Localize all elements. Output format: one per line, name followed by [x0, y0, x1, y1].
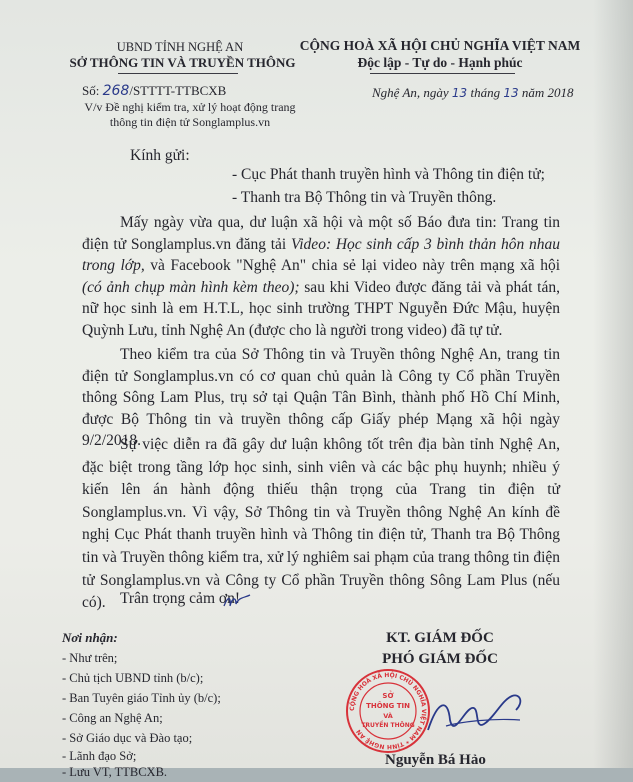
handwritten-signature	[420, 680, 530, 750]
doc-number-prefix: Số:	[82, 83, 100, 98]
page-edge-shadow	[593, 0, 633, 768]
body-paragraph-3	[82, 434, 560, 615]
date-prefix: Nghệ An, ngày	[372, 85, 449, 100]
recipient-4: - Công an Nghệ An;	[62, 711, 163, 725]
addressee-2: - Thanh tra Bộ Thông tin và Truyền thông.	[232, 189, 497, 206]
doc-number-line	[82, 83, 226, 99]
agency-line2: SỞ THÔNG TIN VÀ TRUYỀN THÔNG	[69, 55, 296, 70]
recipient-1: - Như trên;	[62, 651, 118, 665]
closing: Trân trọng cảm ơn!	[120, 590, 240, 607]
date-month: 13	[503, 86, 519, 100]
doc-number-suffix: /STTTT-TTBCXB	[129, 83, 227, 98]
stamp-text-4: TRUYỀN THÔNG	[361, 722, 415, 729]
subject-line2: thông tin điện tử Songlamplus.vn	[109, 115, 271, 129]
body-paragraph-1	[82, 212, 560, 342]
stamp-text-3: VÀ	[383, 712, 393, 720]
p2-text: Theo kiểm tra của Sở Thông tin và Truyền thông Nghệ An, trang tin điện tử Songlamplus.vn có cơ quan chủ quản là Công ty Cổ phần Truyền thông Sông Lam Plus, trụ sở tại Quận Tân Bình, thành phố Hồ Chí Minh, được Bộ Thông tin và truyền thông cấp Giấy phép Mạng xã hội ngày 9/2/2018.	[82, 346, 560, 450]
signature-title-1: KT. GIÁM ĐỐC	[386, 630, 494, 646]
recipient-2: - Chủ tịch UBND tỉnh (b/c);	[62, 671, 204, 685]
p1-text-c: và Facebook "Nghệ An" chia sẻ lại video này trên mạng xã hội	[144, 257, 560, 275]
agency-line1: UBND TỈNH NGHỆ AN	[116, 40, 244, 54]
p3-text: Sự việc diễn ra đã gây dư luận không tốt trên địa bàn tỉnh Nghệ An, đặc biệt trong tầng lớp học sinh, sinh viên và các bậc phụ huynh; nhiều ý kiến lên án hành động thiếu thận trọng của Trang tin điện tử Songlamplus.vn. Vì vậy, Sở Thông tin và Truyền thông Nghệ An kính đề nghị Cục Phát thanh truyền hình và Thông tin điện tử, Thanh tra Bộ Thông tin và Truyền thông kiểm tra, xử lý nghiêm sai phạm của trang thông tin điện tử Songlamplus.vn và Công ty Cổ phần Truyền thông Sông Lam Plus (nếu có).	[82, 436, 560, 612]
recipient-3: - Ban Tuyên giáo Tỉnh ủy (b/c);	[62, 691, 221, 705]
stamp-ring-text: CỘNG HOÀ XÃ HỘI CHỦ NGHĨA VIỆT NAM * TỈNH NGHỆ AN	[348, 671, 428, 751]
signer-name: Nguyễn Bá Hảo	[385, 752, 486, 768]
initials-scribble	[222, 592, 252, 610]
agency-underline	[118, 73, 238, 74]
signature-title-2: PHÓ GIÁM ĐỐC	[382, 651, 498, 667]
country-line2: Độc lập - Tự do - Hạnh phúc	[357, 55, 523, 70]
date-suffix: năm 2018	[521, 85, 574, 100]
greeting: Kính gửi:	[130, 147, 190, 164]
p1-text-e: sau khi Video được đăng tải và phát tán, nữ học sinh là em H.T.L, học sinh trường THPT Nguyễn Đức Mậu, huyện Quỳnh Lưu, tỉnh Nghệ An (được cho là người trong video) đã tự tử.	[82, 278, 560, 339]
recipient-7: - Lưu VT, TTBCXB.	[62, 765, 168, 779]
recipient-6: - Lãnh đạo Sở;	[62, 749, 137, 763]
country-line1: CỘNG HOÀ XÃ HỘI CHỦ NGHĨA VIỆT NAM	[299, 38, 581, 53]
stamp-text-2: THÔNG TIN	[366, 702, 410, 710]
country-underline	[370, 73, 515, 74]
doc-number-handwritten: 268	[102, 83, 130, 99]
recipients-title: Nơi nhận:	[62, 630, 118, 645]
stamp-text-1: SỞ	[382, 692, 394, 700]
p1-video-title: Video: Học sinh cấp 3 bình thản hôn nhau trong lớp,	[82, 235, 560, 275]
p1-text-a: Mấy ngày vừa qua, dư luận xã hội và một số Báo đưa tin: Trang tin điện tử Songlamplus.vn đăng tải	[82, 214, 560, 253]
addressee-1: - Cục Phát thanh truyền hình và Thông tin điện tử;	[232, 166, 545, 183]
p1-attachment-note: (có ảnh chụp màn hình kèm theo);	[82, 278, 300, 296]
subject-line1: V/v Đề nghị kiểm tra, xử lý hoạt động trang	[84, 100, 296, 114]
date-line	[372, 85, 574, 101]
official-stamp	[345, 668, 431, 754]
recipient-5: - Sở Giáo dục và Đào tạo;	[62, 731, 193, 745]
date-day: 13	[451, 86, 468, 100]
date-mid: tháng	[470, 85, 501, 100]
